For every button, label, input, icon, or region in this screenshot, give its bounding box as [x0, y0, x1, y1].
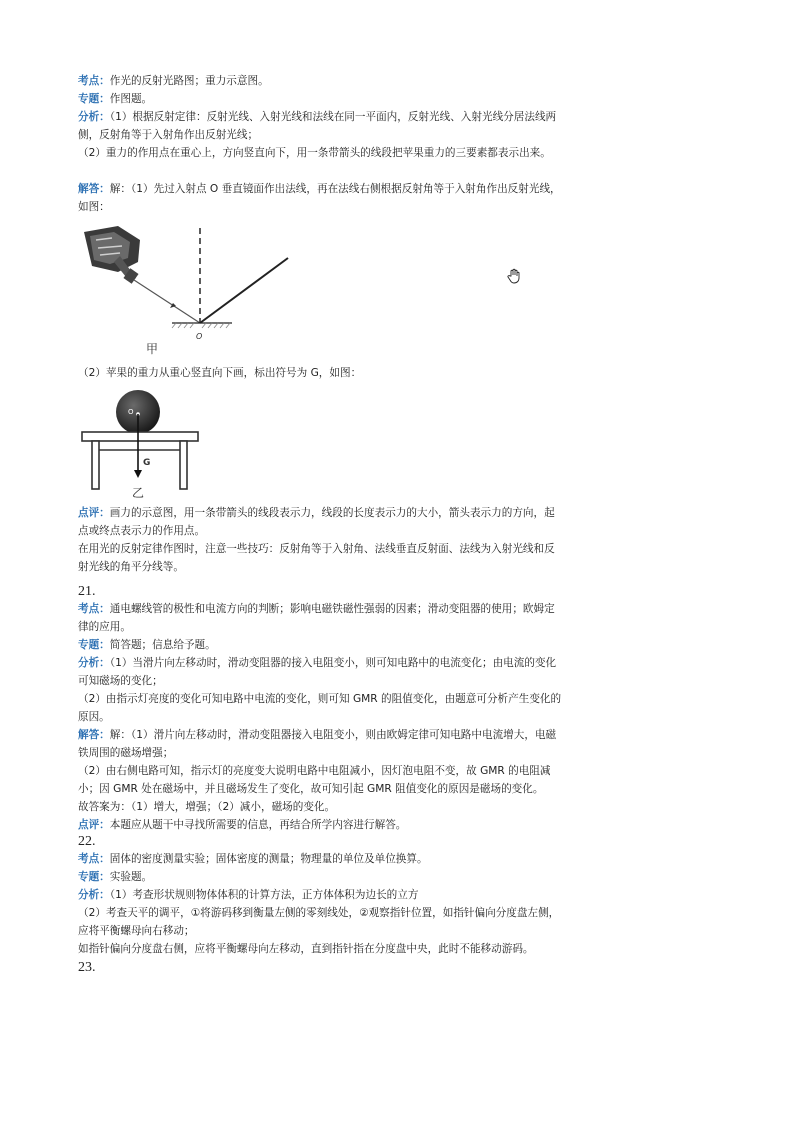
gravity-g-label: G: [143, 458, 151, 468]
fenxi-text-1: （1）当滑片向左移动时，滑动变阻器的接入电阻变小，则可知电路中的电流变化；由电流的变化可知磁场的变化；: [78, 657, 557, 687]
q21-jieda: [78, 726, 563, 816]
dianping-text-2: 在用光的反射定律作图时，注意一些技巧：反射角等于入射角、法线垂直反射面、法线为入射光线和反射光线的角平分线等。: [78, 543, 555, 573]
jieda-text-1: 解：（1）滑片向左移动时，滑动变阻器接入电阻变小，则由欧姆定律可知电路中电流增大，电磁铁周围的磁场增强；: [78, 729, 557, 759]
jieda-label: 解答：: [78, 729, 110, 741]
zhuanti-text: 作图题。: [109, 93, 153, 105]
q20-kaodian: [78, 72, 563, 90]
fenxi-label: 分析：: [78, 657, 110, 669]
figure-yi-caption: 乙: [132, 486, 145, 500]
question-22-number: 22.: [78, 834, 96, 849]
reflected-ray: [200, 258, 288, 323]
fenxi-text-3: 如指针偏向分度盘右侧，应将平衡螺母向左移动，直到指针指在分度盘中央，此时不能移动游码。: [78, 943, 534, 955]
kaodian-label: 考点：: [78, 75, 110, 87]
fenxi-label: 分析：: [78, 889, 110, 901]
q20-jieda-2: （2）苹果的重力从重心竖直向下画，标出符号为 G，如图：: [78, 367, 362, 379]
table-leg-left: [92, 441, 99, 489]
q21-zhuanti: [78, 636, 563, 654]
zhuanti-label: 专题：: [78, 639, 110, 651]
kaodian-text: 作光的反射光路图；重力示意图。: [109, 75, 269, 87]
q21-kaodian: [78, 600, 563, 636]
zhuanti-label: 专题：: [78, 871, 110, 883]
fenxi-text-2: （2）由指示灯亮度的变化可知电路中电流的变化，则可知 GMR 的阻值变化，由题意可分析产生变化的原因。: [78, 693, 562, 723]
q20-zhuanti: [78, 90, 563, 108]
dianping-text: 本题应从题干中寻找所需要的信息，再结合所学内容进行解答。: [109, 819, 407, 831]
fenxi-text-1: （1）考查形状规则物体体积的计算方法，正方体体积为边长的立方: [109, 889, 419, 901]
question-21-number: 21.: [78, 584, 96, 599]
flashlight-hand-image: [84, 226, 140, 284]
fenxi-label: 分析：: [78, 111, 110, 123]
table-leg-right: [180, 441, 187, 489]
q20-fenxi: [78, 108, 563, 162]
zhuanti-text: 简答题；信息给予题。: [109, 639, 216, 651]
zhuanti-text: 实验题。: [109, 871, 153, 883]
fenxi-text-2: （2）考查天平的调平，①将游码移到衡量左侧的零刻线处，②观察指针位置，如指针偏向分度盘左侧，应将平衡螺母向右移动；: [78, 907, 560, 937]
dianping-text-1: 画力的示意图，用一条带箭头的线段表示力，线段的长度表示力的大小，箭头表示力的方向，起点或终点表示力的作用点。: [78, 507, 555, 537]
jieda-label: 解答：: [78, 183, 110, 195]
kaodian-label: 考点：: [78, 603, 110, 615]
apple-o-label: O: [128, 408, 134, 416]
kaodian-text: 固体的密度测量实验；固体密度的测量；物理量的单位及单位换算。: [109, 853, 428, 865]
q22-zhuanti: [78, 868, 563, 886]
fenxi-text-2: （2）重力的作用点在重心上，方向竖直向下，用一条带箭头的线段把苹果重力的三要素都表示出来。: [78, 147, 551, 159]
point-o-label: O: [196, 332, 203, 341]
incident-ray: [134, 280, 200, 323]
gravity-arrowhead: [134, 470, 142, 478]
figure-jia-caption: 甲: [146, 342, 159, 356]
dianping-label: 点评：: [78, 819, 110, 831]
question-23-number: 23.: [78, 960, 96, 975]
fenxi-text-1: （1）根据反射定律：反射光线、入射光线和法线在同一平面内，反射光线、入射光线分居法线两侧，反射角等于入射角作出反射光线；: [78, 111, 557, 141]
q21-fenxi: [78, 654, 563, 726]
kaodian-text: 通电螺线管的极性和电流方向的判断；影响电磁铁磁性强弱的因素；滑动变阻器的使用；欧姆定律的应用。: [78, 603, 555, 633]
mirror-hatching: [172, 323, 230, 328]
hand-cursor-icon: [506, 268, 522, 284]
q21-dianping: [78, 816, 563, 834]
jieda-text-2: （2）由右侧电路可知，指示灯的亮度变大说明电路中电阻减小，因灯泡电阻不变，故 GMR 的电阻减小；因 GMR 处在磁场中，并且磁场发生了变化，故可知引起 GMR 阻值变化的原因是磁场的变化。: [78, 765, 551, 795]
q20-dianping: [78, 504, 563, 576]
zhuanti-label: 专题：: [78, 93, 110, 105]
q22-kaodian: [78, 850, 563, 868]
table-top: [82, 432, 198, 441]
q20-jieda: [78, 180, 563, 216]
q22-fenxi: [78, 886, 563, 958]
dianping-label: 点评：: [78, 507, 110, 519]
kaodian-label: 考点：: [78, 853, 110, 865]
answer-text: 故答案为：（1）增大，增强；（2）减小，磁场的变化。: [78, 801, 336, 813]
jieda-text-1: 解：（1）先过入射点 O 垂直镜面作出法线，再在法线右侧根据反射角等于入射角作出反射光线，如图：: [78, 183, 561, 213]
reflection-figure: [78, 222, 318, 362]
